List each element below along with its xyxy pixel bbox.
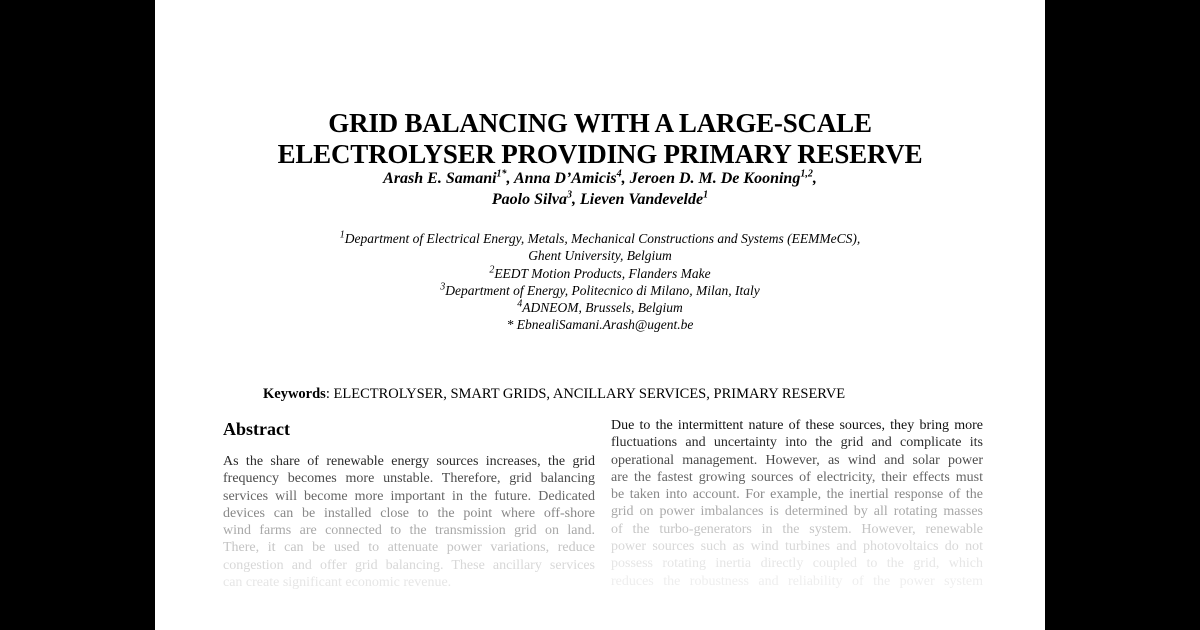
keywords (263, 385, 845, 403)
affiliation (155, 230, 1045, 247)
author-separator: , (621, 170, 630, 187)
affil-sup: 4 (517, 298, 523, 310)
author-line-1 (155, 168, 1045, 189)
keywords-label: Keywords (263, 386, 326, 402)
text-line: congestion and offer grid balancing. These ancillary services (223, 557, 595, 573)
title-line-2: ELECTROLYSER PROVIDING PRIMARY RESERVE (277, 139, 923, 169)
author-separator: , (812, 170, 817, 187)
text-line: operational management. However, as wind and solar power (611, 452, 983, 468)
text-line: possess rotating inertia directly coupled to the grid, which (611, 556, 983, 572)
paper-title (155, 108, 1045, 170)
abstract-heading: Abstract (223, 419, 290, 439)
paper-page (155, 0, 1045, 630)
affil-text: Department of Energy, Politecnico di Milano, Milan, Italy (445, 282, 760, 298)
affiliation-list (155, 230, 1045, 334)
keywords-text: : ELECTROLYSER, SMART GRIDS, ANCILLARY SERVICES, PRIMARY RESERVE (325, 386, 846, 402)
affil-text: EEDT Motion Products, Flanders Make (494, 265, 711, 281)
abstract-body (223, 453, 595, 591)
affil-text: Ghent University, Belgium (528, 248, 672, 264)
affil-sup: 1 (339, 229, 345, 241)
corresponding-email (155, 316, 1045, 333)
text-line: can create significant economic revenue. (223, 575, 452, 591)
affil-sup: 2 (489, 264, 495, 276)
text-line: There, it can be used to attenuate power variations, reduce (223, 540, 595, 556)
affiliation (155, 247, 1045, 264)
author-affil-sup: 4 (616, 168, 622, 180)
affiliation (155, 265, 1045, 282)
text-line: fluctuations and uncertainty into the grid and complicate its (611, 435, 983, 451)
author-name: Paolo Silva (491, 191, 568, 208)
text-line: Due to the intermittent nature of these sources, they bring more (611, 418, 983, 433)
text-line: of the turbo-generators in the system. However, renewable (611, 521, 983, 537)
author-affil-sup: 1* (496, 168, 507, 180)
author-affil-sup: 3 (567, 189, 573, 201)
affil-text: ADNEOM, Brussels, Belgium (522, 300, 683, 316)
affil-text: Department of Electrical Energy, Metals, Mechanical Constructions and Systems (EEMMeCS), (344, 231, 861, 246)
text-line: frequency becomes more unstable. Therefore, grid balancing (223, 471, 595, 487)
author-separator: , (572, 191, 581, 208)
author-affil-sup: 1,2 (800, 168, 813, 180)
text-line: wind farms are connected to the transmission grid on land. (223, 523, 595, 539)
author-line-2 (155, 189, 1045, 210)
affiliation (155, 299, 1045, 316)
text-line: As the share of renewable energy sources increases, the grid (223, 454, 595, 469)
text-line: grid on power imbalances is determined by all rotating masses (611, 504, 983, 520)
affil-text: * EbnealiSamani.Arash@ugent.be (506, 317, 694, 333)
affil-sup: 3 (440, 281, 446, 293)
text-line: services will become more important in the future. Dedicated (223, 488, 595, 504)
text-line: are the fastest growing sources of electricity, their effects must (611, 469, 983, 485)
title-line-1: GRID BALANCING WITH A LARGE-SCALE (328, 108, 872, 138)
author-name: Jeroen D. M. De Kooning (629, 170, 801, 187)
author-affil-sup: 1 (703, 189, 709, 201)
author-name: Arash E. Samani (383, 170, 497, 187)
text-line: reduces the robustness and reliability of the power system (611, 573, 983, 589)
text-line: be taken into account. For example, the inertial response of the (611, 487, 983, 503)
text-line: devices can be installed close to the point where off-shore (223, 505, 595, 521)
author-separator: , (506, 170, 514, 187)
author-list (155, 168, 1045, 210)
author-name: Anna D’Amicis (513, 170, 617, 187)
right-column-body (611, 417, 983, 590)
text-line: power sources such as wind turbines and photovoltaics do not (611, 539, 983, 555)
author-name: Lieven Vandevelde (580, 191, 704, 208)
affiliation (155, 282, 1045, 299)
